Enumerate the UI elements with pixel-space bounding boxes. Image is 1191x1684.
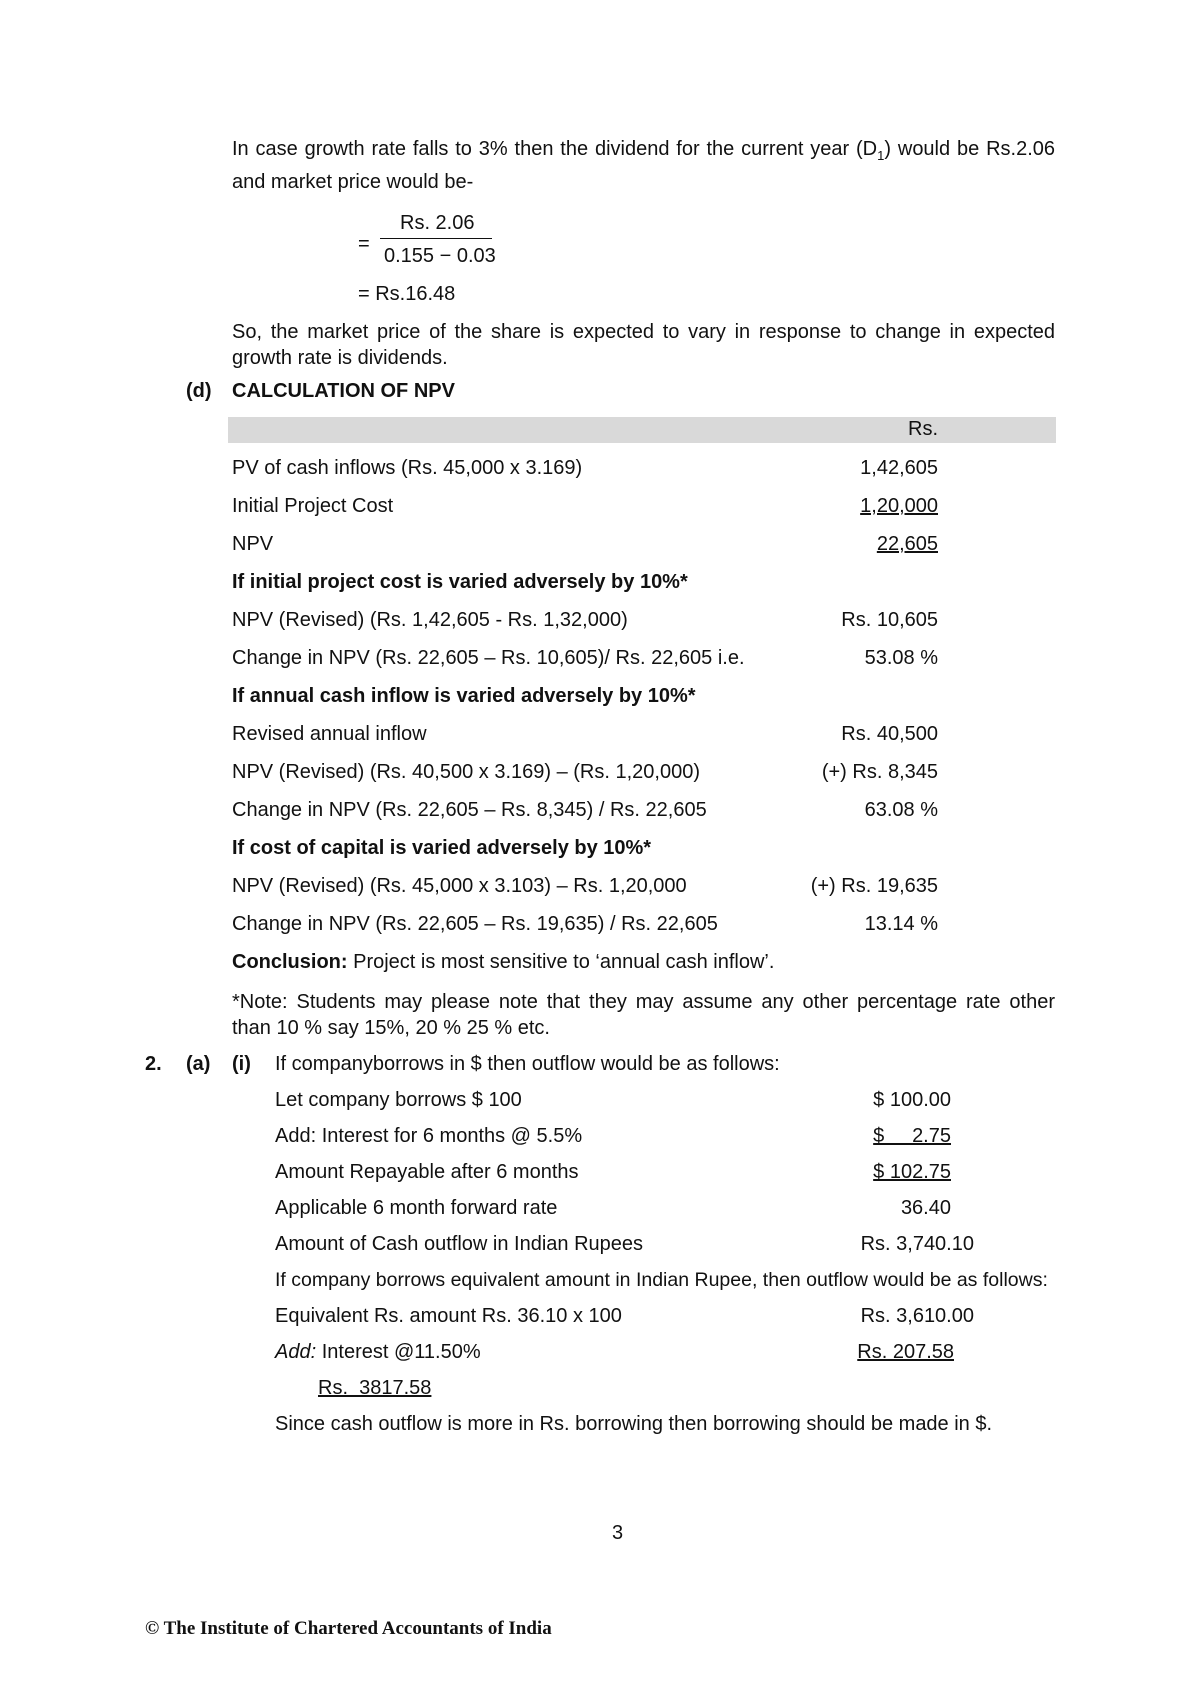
fraction-bar [380, 238, 492, 239]
borrow-row-label: Let company borrows $ 100 [275, 1089, 522, 1111]
rupee-heading: If company borrows equivalent amount in Indian Rupee, then outflow would be as follows: [275, 1269, 1048, 1291]
rupee-total: Rs. 3817.58 [318, 1377, 432, 1399]
conclusion-label: Conclusion: [232, 951, 348, 973]
question-subpart: (i) [232, 1053, 251, 1075]
npv-row-label: Initial Project Cost [232, 495, 394, 517]
borrow-row-value: $ 100.00 [873, 1089, 951, 1111]
conclusion [232, 951, 774, 974]
borrow-row-label: Applicable 6 month forward rate [275, 1197, 558, 1219]
borrow-row-value: $ 102.75 [873, 1161, 951, 1183]
section-d-label: (d) [186, 380, 212, 402]
borrow-row-label: Amount of Cash outflow in Indian Rupees [275, 1233, 643, 1255]
section-d-title: CALCULATION OF NPV [232, 380, 455, 402]
npv-row-value: (+) Rs. 19,635 [810, 875, 938, 897]
formula-numerator: Rs. 2.06 [400, 212, 475, 234]
borrow-row-value: 36.40 [900, 1197, 951, 1219]
page-number: 3 [612, 1522, 624, 1544]
npv-row-label: Change in NPV (Rs. 22,605 – Rs. 19,635) / Rs. 22,605 [232, 913, 718, 935]
npv-row-value: 1,20,000 [860, 495, 938, 517]
question-number: 2. [145, 1053, 162, 1075]
npv-row-label: NPV [232, 533, 274, 555]
formula-result: = Rs.16.48 [358, 283, 456, 305]
npv-row-label: PV of cash inflows (Rs. 45,000 x 3.169) [232, 457, 583, 479]
rupee-row-label [275, 1341, 481, 1364]
sensitivity-heading: If annual cash inflow is varied adversely by 10%* [232, 685, 696, 707]
npv-row-value: (+) Rs. 8,345 [821, 761, 938, 783]
rupee-row-label: Equivalent Rs. amount Rs. 36.10 x 100 [275, 1305, 622, 1327]
intro-paragraph [232, 136, 1055, 195]
npv-row-label: Change in NPV (Rs. 22,605 – Rs. 8,345) / Rs. 22,605 [232, 799, 707, 821]
borrow-row-value: Rs. 3,740.10 [860, 1233, 974, 1255]
formula-equals: = [358, 233, 370, 255]
intro-text: In case growth rate falls to 3% then the dividend for the current year (D [232, 138, 878, 160]
borrow-row-label: Add: Interest for 6 months @ 5.5% [275, 1125, 583, 1147]
sensitivity-heading: If cost of capital is varied adversely by 10%* [232, 837, 652, 859]
npv-row-value: 53.08 % [864, 647, 938, 669]
rupee-row-value: Rs. 3,610.00 [860, 1305, 974, 1327]
npv-row-value: 1,42,605 [860, 457, 938, 479]
borrow-row-value: $ 2.75 [873, 1125, 951, 1147]
intro-text-end: ) would be Rs.2.06 and market price would be- [232, 138, 1055, 193]
currency-header: Rs. [908, 418, 938, 440]
npv-row-value: Rs. 10,605 [841, 609, 938, 631]
add-label: Add: [275, 1341, 317, 1363]
conclusion-text: Project is most sensitive to ‘annual cash inflow’. [353, 951, 775, 973]
footer-copyright: © The Institute of Chartered Accountants of India [145, 1618, 552, 1639]
npv-row-value: 22,605 [876, 533, 938, 555]
note-paragraph: *Note: Students may please note that they may assume any other percentage rate other than 10 % say 15%, 20 % 25 % etc. [232, 991, 1055, 1039]
interest-label: Interest @11.50% [316, 1341, 481, 1363]
question-part: (a) [186, 1053, 211, 1075]
borrowing-conclusion: Since cash outflow is more in Rs. borrowing then borrowing should be made in $. [275, 1413, 993, 1435]
npv-row-value: 63.08 % [864, 799, 938, 821]
question-heading: If companyborrows in $ then outflow would be as follows: [275, 1053, 780, 1075]
sensitivity-heading: If initial project cost is varied adversely by 10%* [232, 571, 688, 593]
rupee-row-value: Rs. 207.58 [857, 1341, 954, 1363]
npv-row-label: Change in NPV (Rs. 22,605 – Rs. 10,605)/ Rs. 22,605 i.e. [232, 647, 745, 669]
borrow-row-label: Amount Repayable after 6 months [275, 1161, 579, 1183]
npv-row-value: 13.14 % [864, 913, 938, 935]
npv-row-label: NPV (Revised) (Rs. 45,000 x 3.103) – Rs. 1,20,000 [232, 875, 687, 897]
npv-row-label: Revised annual inflow [232, 723, 427, 745]
npv-row-value: Rs. 40,500 [841, 723, 938, 745]
npv-row-label: NPV (Revised) (Rs. 1,42,605 - Rs. 1,32,000) [232, 609, 628, 631]
formula-denominator: 0.155 − 0.03 [384, 245, 496, 267]
intro-subscript: 1 [877, 148, 885, 163]
npv-row-label: NPV (Revised) (Rs. 40,500 x 3.169) – (Rs. 1,20,000) [232, 761, 700, 783]
summary-paragraph: So, the market price of the share is expected to vary in response to change in expected growth rate is dividends. [232, 321, 1055, 369]
